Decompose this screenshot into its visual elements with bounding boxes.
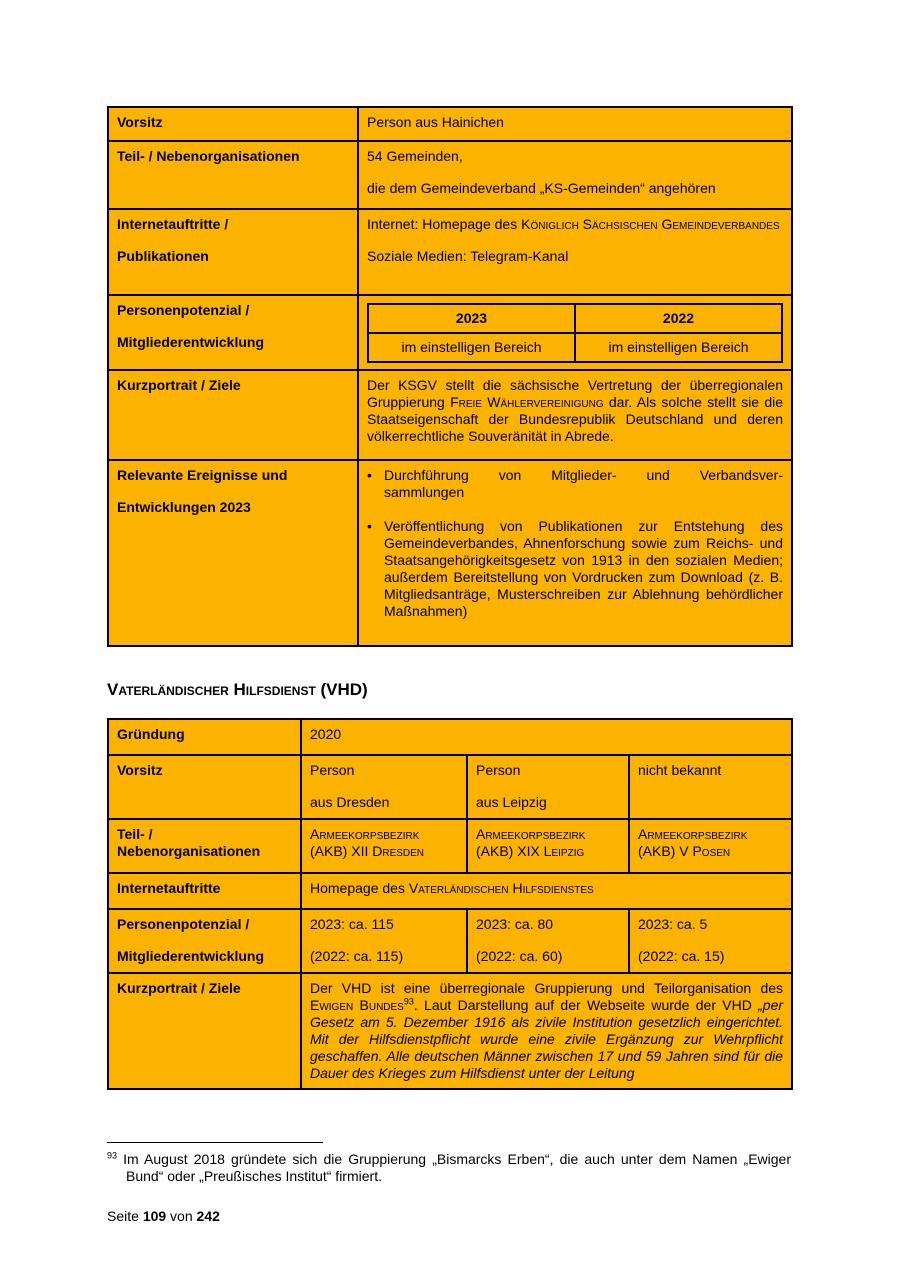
label-line: Personenpotenzial / bbox=[117, 916, 250, 932]
akb-leipzig-cell: Armeekorpsbezirk (AKB) XIX Leipzig bbox=[467, 819, 629, 873]
bullet-item bbox=[367, 518, 783, 620]
value-paragraph: Soziale Medien: Telegram-Kanal bbox=[367, 248, 569, 264]
text-segment: . Laut Darstellung auf der Webseite wurde der VHD bbox=[413, 997, 759, 1013]
row-label bbox=[108, 295, 358, 370]
akb-dresden-cell: Armeekorpsbezirk (AKB) XII Dresden bbox=[301, 819, 467, 873]
bullet-text-line: Durchführung von Mitglieder- und Verbandsver- bbox=[384, 467, 783, 483]
bullet-text-line: sammlungen bbox=[384, 484, 465, 500]
text-segment: Homepage des bbox=[310, 880, 409, 896]
footnote-text: Im August 2018 gründete sich die Gruppierung „Bismarcks Erben“, die auch unter dem Namen „Ewiger Bund“ oder „Preußisches Institut“ firmiert. bbox=[117, 1151, 791, 1184]
value-line: Person bbox=[476, 762, 521, 778]
bullet-icon: • bbox=[367, 518, 372, 534]
value-line: aus Leipzig bbox=[476, 794, 547, 810]
footer-separator: von bbox=[166, 1208, 197, 1224]
vorsitz-leipzig-cell bbox=[467, 755, 629, 819]
row-value bbox=[358, 295, 792, 370]
row-label: Kurzportrait / Ziele bbox=[108, 370, 358, 460]
row-label: Vorsitz bbox=[108, 755, 301, 819]
label-line: Publikationen bbox=[117, 248, 209, 264]
bullet-text: Veröffentlichung von Publikationen zur Entstehung des Gemeindeverbandes, Ahnenforschung sowie zum Reichs- und Staatsangehörigkeitsgesetz von 1913 in den sozialen Medien; außerdem Bereitstellung von Vordrucken zum Download (z. B. Mitgliedsanträge, Musterschreiben zur Ablehnung behördlicher Maßnahmen) bbox=[384, 518, 783, 619]
members-value-2022: im einstelligen Bereich bbox=[575, 333, 782, 362]
table1-row-ereignisse bbox=[108, 460, 792, 646]
members-by-year-table bbox=[367, 303, 783, 363]
row-label: Gründung bbox=[108, 719, 301, 755]
table1-row-internetauftritte bbox=[108, 209, 792, 295]
members-value-2023: im einstelligen Bereich bbox=[368, 333, 575, 362]
members-leipzig-cell bbox=[467, 909, 629, 973]
vorsitz-unknown-cell: nicht bekannt bbox=[629, 755, 792, 819]
label-line: Mitgliederentwicklung bbox=[117, 334, 265, 350]
footnote-separator bbox=[107, 1142, 323, 1143]
year-header-2023: 2023 bbox=[368, 304, 575, 333]
members-table-header-row bbox=[368, 304, 782, 333]
value-paragraph bbox=[367, 216, 783, 233]
footnote bbox=[107, 1151, 791, 1185]
row-label bbox=[108, 909, 301, 973]
value-line: die dem Gemeindeverband „KS-Gemeinden“ angehören bbox=[367, 180, 716, 196]
value-line: Person bbox=[310, 762, 355, 778]
bullet-item bbox=[367, 467, 783, 501]
row-value bbox=[358, 460, 792, 646]
table1-row-kurzportrait bbox=[108, 370, 792, 460]
members-posen-cell bbox=[629, 909, 792, 973]
vorsitz-dresden-cell bbox=[301, 755, 467, 819]
value-line: 54 Gemeinden, bbox=[367, 148, 463, 164]
table2-row-personenpotenzial bbox=[108, 909, 792, 973]
row-label: Vorsitz bbox=[108, 107, 358, 141]
table1-row-teil-nebenorganisationen bbox=[108, 141, 792, 209]
row-label: Internetauftritte bbox=[108, 873, 301, 909]
organization-name: Vaterländischen Hilfsdienstes bbox=[408, 880, 594, 896]
row-label: Teil- / Nebenorganisationen bbox=[108, 819, 301, 873]
value-line: (2022: ca. 60) bbox=[476, 948, 563, 964]
year-header-2022: 2022 bbox=[575, 304, 782, 333]
ksgv-table bbox=[107, 106, 793, 647]
text-segment: Der VHD ist eine überregionale Gruppierung und Teilorganisation des bbox=[310, 980, 784, 996]
footnote-reference: 93 bbox=[403, 996, 414, 1007]
akb-posen-cell: Armeekorpsbezirk (AKB) V Posen bbox=[629, 819, 792, 873]
row-label bbox=[108, 460, 358, 646]
value-line: (2022: ca. 15) bbox=[638, 948, 725, 964]
text-segment: Internet: Homepage des bbox=[367, 216, 522, 232]
table2-row-gruendung bbox=[108, 719, 792, 755]
label-line: Mitgliederentwicklung bbox=[117, 948, 265, 964]
table2-row-internetauftritte bbox=[108, 873, 792, 909]
label-line: Internetauftritte / bbox=[117, 216, 229, 232]
page-footer bbox=[107, 1208, 220, 1224]
organization-name: Königlich Sächsischen Gemeindeverbandes bbox=[521, 216, 780, 232]
vhd-table bbox=[107, 718, 793, 1090]
label-line: Personenpotenzial / bbox=[117, 302, 250, 318]
bullet-text bbox=[384, 467, 783, 501]
text-segment: Der KSGV stellt die sächsische Vertretung der überregionalen Gruppierung bbox=[367, 377, 783, 410]
bullet-icon: • bbox=[367, 467, 372, 483]
text-segment: dar. Als solche stellt sie die Staatseigenschaft der Bundesrepublik Deutschland und deren völkerrechtliche Souveränität in Abrede. bbox=[367, 394, 784, 444]
label-line: Relevante Ereignisse und bbox=[117, 467, 288, 483]
organization-name: Freie Wählervereinigung bbox=[450, 394, 604, 410]
members-table-value-row bbox=[368, 333, 782, 362]
section-heading: Vaterländischer Hilfsdienst (VHD) bbox=[107, 680, 368, 699]
label-line: Entwicklungen 2023 bbox=[117, 499, 251, 515]
value-line: 2023: ca. 5 bbox=[638, 916, 708, 932]
row-label: Teil- / Nebenorganisationen bbox=[108, 141, 358, 209]
row-label: Kurzportrait / Ziele bbox=[108, 973, 301, 1089]
organization-name: Ewigen Bundes bbox=[310, 997, 404, 1013]
quoted-text: „per Gesetz am 5. Dezember 1916 als zivile Institution gesetzlich eingerichtet. Mit der Hilfsdienstpflicht wurde eine zivile Ergänzung zur Wehrpflicht geschaffen. Alle deutschen Männer zwischen 17 und 59 Jahren sind für die Dauer des Krieges zum Hilfsdienst unter der Leitung bbox=[310, 997, 784, 1081]
row-value: Person aus Hainichen bbox=[358, 107, 792, 141]
value-line: aus Dresden bbox=[310, 794, 390, 810]
table2-row-kurzportrait bbox=[108, 973, 792, 1089]
row-value bbox=[358, 370, 792, 460]
members-dresden-cell bbox=[301, 909, 467, 973]
table2-row-teil-nebenorganisationen bbox=[108, 819, 792, 873]
table1-row-vorsitz bbox=[108, 107, 792, 141]
value-line: 2023: ca. 80 bbox=[476, 916, 554, 932]
row-value bbox=[358, 141, 792, 209]
footer-total-pages: 242 bbox=[196, 1208, 220, 1224]
footnote-marker: 93 bbox=[107, 1150, 118, 1161]
table1-row-personenpotenzial bbox=[108, 295, 792, 370]
row-value: 2020 bbox=[301, 719, 792, 755]
footer-prefix: Seite bbox=[107, 1208, 143, 1224]
value-line: (2022: ca. 115) bbox=[310, 948, 404, 964]
table2-row-vorsitz bbox=[108, 755, 792, 819]
footer-page-number: 109 bbox=[142, 1208, 167, 1224]
row-label bbox=[108, 209, 358, 295]
row-value bbox=[301, 873, 792, 909]
value-line: 2023: ca. 115 bbox=[310, 916, 394, 932]
row-value bbox=[301, 973, 792, 1089]
row-value bbox=[358, 209, 792, 295]
